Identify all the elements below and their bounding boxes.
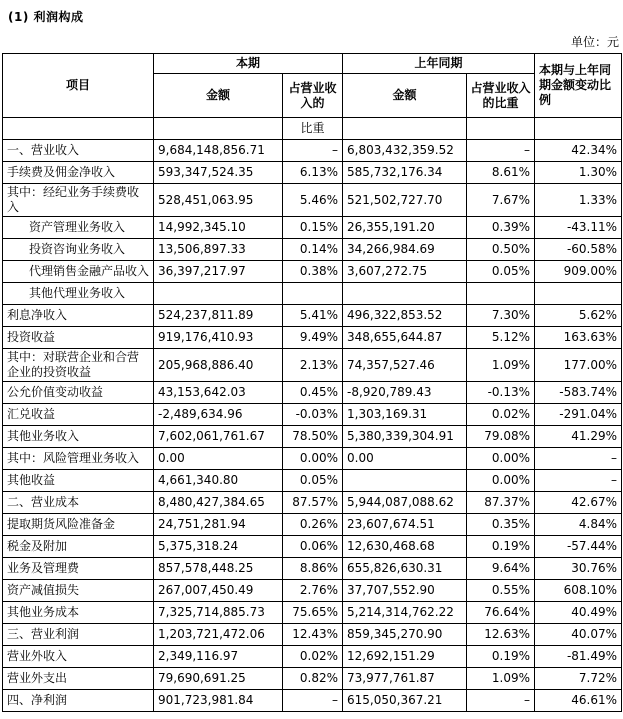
row-item-label: 利息净收入 [3,305,154,327]
prior-pct-cell: 7.67% [467,184,535,217]
change-pct-cell: -291.04% [535,404,622,426]
prior-pct-cell: 0.00% [467,470,535,492]
prior-pct-cell: 1.09% [467,668,535,690]
row-item-label: 二、营业成本 [3,492,154,514]
current-pct-cell: 5.41% [283,305,343,327]
table-row [3,327,622,349]
change-pct-cell: 42.34% [535,140,622,162]
current-amount-cell: -2,489,634.96 [154,404,283,426]
current-pct-cell [283,283,343,305]
prior-pct-cell: 0.19% [467,646,535,668]
empty-cell [154,118,283,140]
prior-pct-cell: 12.63% [467,624,535,646]
prior-amount-cell: 655,826,630.31 [343,558,467,580]
pct-header-continuation: 比重 [283,118,343,140]
change-pct-cell: 46.61% [535,690,622,712]
change-pct-cell [535,283,622,305]
current-amount-cell: 205,968,886.40 [154,349,283,382]
current-amount-cell: 7,325,714,885.73 [154,602,283,624]
col-header-item: 项目 [3,54,154,118]
table-row [3,470,622,492]
table-row [3,184,622,217]
prior-pct-cell: 8.61% [467,162,535,184]
table-row [3,558,622,580]
change-pct-cell: 1.30% [535,162,622,184]
prior-amount-cell: 6,803,432,359.52 [343,140,467,162]
current-amount-cell: 593,347,524.35 [154,162,283,184]
current-pct-cell: 0.00% [283,448,343,470]
change-pct-cell: 4.84% [535,514,622,536]
change-pct-cell: 909.00% [535,261,622,283]
current-pct-cell: 8.86% [283,558,343,580]
table-row [3,668,622,690]
row-item-label: 投资咨询业务收入 [3,239,154,261]
change-pct-cell: 7.72% [535,668,622,690]
current-amount-cell: 9,684,148,856.71 [154,140,283,162]
current-amount-cell: 43,153,642.03 [154,382,283,404]
current-amount-cell: 4,661,340.80 [154,470,283,492]
current-amount-cell [154,283,283,305]
change-pct-cell: -583.74% [535,382,622,404]
table-row [3,492,622,514]
current-amount-cell: 13,506,897.33 [154,239,283,261]
prior-amount-cell: 12,630,468.68 [343,536,467,558]
profit-composition-table [2,53,622,712]
prior-amount-cell: 859,345,270.90 [343,624,467,646]
prior-amount-cell: 585,732,176.34 [343,162,467,184]
change-pct-cell: 608.10% [535,580,622,602]
row-item-label: 税金及附加 [3,536,154,558]
change-pct-cell: -43.11% [535,217,622,239]
row-item-label: 营业外支出 [3,668,154,690]
change-pct-cell: – [535,448,622,470]
prior-pct-cell: 76.64% [467,602,535,624]
row-item-label: 其中：经纪业务手续费收入 [3,184,154,217]
current-pct-cell: 0.38% [283,261,343,283]
header-continuation-row [3,118,622,140]
unit-label: 单位：元 [570,35,619,49]
table-row [3,426,622,448]
prior-amount-cell: 496,322,853.52 [343,305,467,327]
empty-cell [343,118,467,140]
change-pct-cell: 163.63% [535,327,622,349]
col-header-current-pct: 占营业收入的 [283,74,343,118]
row-item-label: 一、营业收入 [3,140,154,162]
table-row [3,261,622,283]
change-pct-cell: -57.44% [535,536,622,558]
current-pct-cell: 0.82% [283,668,343,690]
prior-amount-cell: 34,266,984.69 [343,239,467,261]
current-pct-cell: 0.14% [283,239,343,261]
col-header-prior-amount: 金额 [343,74,467,118]
current-amount-cell: 14,992,345.10 [154,217,283,239]
prior-pct-cell: – [467,690,535,712]
prior-amount-cell: -8,920,789.43 [343,382,467,404]
prior-amount-cell: 5,214,314,762.22 [343,602,467,624]
prior-pct-cell: 0.19% [467,536,535,558]
current-pct-cell: 12.43% [283,624,343,646]
table-row [3,536,622,558]
prior-pct-cell: 79.08% [467,426,535,448]
prior-amount-cell [343,283,467,305]
row-item-label: 手续费及佣金净收入 [3,162,154,184]
row-item-label: 业务及管理费 [3,558,154,580]
prior-pct-cell: 5.12% [467,327,535,349]
current-pct-cell: 75.65% [283,602,343,624]
table-row [3,382,622,404]
row-item-label: 其他业务收入 [3,426,154,448]
empty-cell [535,118,622,140]
current-pct-cell: 0.06% [283,536,343,558]
change-pct-cell: 177.00% [535,349,622,382]
row-item-label: 其中：风险管理业务收入 [3,448,154,470]
current-pct-cell: 87.57% [283,492,343,514]
table-row [3,239,622,261]
table-row [3,162,622,184]
current-amount-cell: 1,203,721,472.06 [154,624,283,646]
prior-pct-cell: 1.09% [467,349,535,382]
prior-amount-cell: 23,607,674.51 [343,514,467,536]
current-pct-cell: 0.26% [283,514,343,536]
current-amount-cell: 7,602,061,761.67 [154,426,283,448]
current-pct-cell: 2.13% [283,349,343,382]
current-amount-cell: 857,578,448.25 [154,558,283,580]
change-pct-cell: 5.62% [535,305,622,327]
table-row [3,140,622,162]
table-row [3,404,622,426]
change-pct-cell: 42.67% [535,492,622,514]
change-pct-cell: -81.49% [535,646,622,668]
prior-pct-cell: 0.02% [467,404,535,426]
prior-amount-cell: 74,357,527.46 [343,349,467,382]
empty-cell [467,118,535,140]
current-amount-cell: 5,375,318.24 [154,536,283,558]
current-amount-cell: 919,176,410.93 [154,327,283,349]
header-row-1 [3,54,622,74]
current-pct-cell: 0.05% [283,470,343,492]
table-row [3,602,622,624]
change-pct-cell: 1.33% [535,184,622,217]
row-item-label: 代理销售金融产品收入 [3,261,154,283]
prior-pct-cell: 0.39% [467,217,535,239]
current-pct-cell: 5.46% [283,184,343,217]
col-header-prior-period: 上年同期 [343,54,535,74]
table-row [3,514,622,536]
prior-amount-cell: 37,707,552.90 [343,580,467,602]
prior-pct-cell: 0.05% [467,261,535,283]
row-item-label: 其中：对联营企业和合营企业的投资收益 [3,349,154,382]
table-row [3,580,622,602]
current-amount-cell: 24,751,281.94 [154,514,283,536]
col-header-current-amount: 金额 [154,74,283,118]
row-item-label: 资产管理业务收入 [3,217,154,239]
prior-amount-cell: 73,977,761.87 [343,668,467,690]
table-row [3,646,622,668]
table-row [3,690,622,712]
current-amount-cell: 79,690,691.25 [154,668,283,690]
row-item-label: 其他收益 [3,470,154,492]
current-pct-cell: 0.02% [283,646,343,668]
table-row [3,349,622,382]
row-item-label: 三、营业利润 [3,624,154,646]
prior-pct-cell: 0.55% [467,580,535,602]
prior-pct-cell: 7.30% [467,305,535,327]
prior-amount-cell: 5,380,339,304.91 [343,426,467,448]
current-pct-cell: 0.45% [283,382,343,404]
current-amount-cell: 524,237,811.89 [154,305,283,327]
current-pct-cell: – [283,690,343,712]
table-row [3,283,622,305]
current-pct-cell: 2.76% [283,580,343,602]
table-row [3,624,622,646]
prior-pct-cell [467,283,535,305]
current-amount-cell: 0.00 [154,448,283,470]
change-pct-cell: 41.29% [535,426,622,448]
prior-amount-cell [343,470,467,492]
prior-pct-cell: 9.64% [467,558,535,580]
col-header-current-period: 本期 [154,54,343,74]
table-row [3,217,622,239]
prior-amount-cell: 0.00 [343,448,467,470]
col-header-prior-pct: 占营业收入的比重 [467,74,535,118]
row-item-label: 营业外收入 [3,646,154,668]
table-row [3,305,622,327]
prior-amount-cell: 615,050,367.21 [343,690,467,712]
row-item-label: 四、净利润 [3,690,154,712]
row-item-label: 资产减值损失 [3,580,154,602]
current-amount-cell: 8,480,427,384.65 [154,492,283,514]
prior-pct-cell: 0.35% [467,514,535,536]
change-pct-cell: – [535,470,622,492]
current-amount-cell: 901,723,981.84 [154,690,283,712]
change-pct-cell: 40.49% [535,602,622,624]
row-item-label: 提取期货风险准备金 [3,514,154,536]
prior-amount-cell: 5,944,087,088.62 [343,492,467,514]
current-pct-cell: 6.13% [283,162,343,184]
row-item-label: 汇兑收益 [3,404,154,426]
prior-pct-cell: -0.13% [467,382,535,404]
row-item-label: 公允价值变动收益 [3,382,154,404]
row-item-label: 投资收益 [3,327,154,349]
section-title: (1) 利润构成 [8,10,84,24]
prior-amount-cell: 3,607,272.75 [343,261,467,283]
prior-pct-cell: 0.50% [467,239,535,261]
current-amount-cell: 528,451,063.95 [154,184,283,217]
current-amount-cell: 36,397,217.97 [154,261,283,283]
row-item-label: 其他业务成本 [3,602,154,624]
current-pct-cell: 0.15% [283,217,343,239]
table-row [3,448,622,470]
change-pct-cell: 30.76% [535,558,622,580]
empty-cell [3,118,154,140]
current-amount-cell: 2,349,116.97 [154,646,283,668]
current-amount-cell: 267,007,450.49 [154,580,283,602]
change-pct-cell: 40.07% [535,624,622,646]
row-item-label: 其他代理业务收入 [3,283,154,305]
prior-amount-cell: 26,355,191.20 [343,217,467,239]
current-pct-cell: – [283,140,343,162]
prior-amount-cell: 348,655,644.87 [343,327,467,349]
current-pct-cell: 9.49% [283,327,343,349]
current-pct-cell: 78.50% [283,426,343,448]
prior-pct-cell: 87.37% [467,492,535,514]
current-pct-cell: -0.03% [283,404,343,426]
prior-amount-cell: 12,692,151.29 [343,646,467,668]
prior-amount-cell: 521,502,727.70 [343,184,467,217]
change-pct-cell: -60.58% [535,239,622,261]
prior-amount-cell: 1,303,169.31 [343,404,467,426]
col-header-change-ratio: 本期与上年同期金额变动比例 [535,54,622,118]
prior-pct-cell: 0.00% [467,448,535,470]
prior-pct-cell: – [467,140,535,162]
